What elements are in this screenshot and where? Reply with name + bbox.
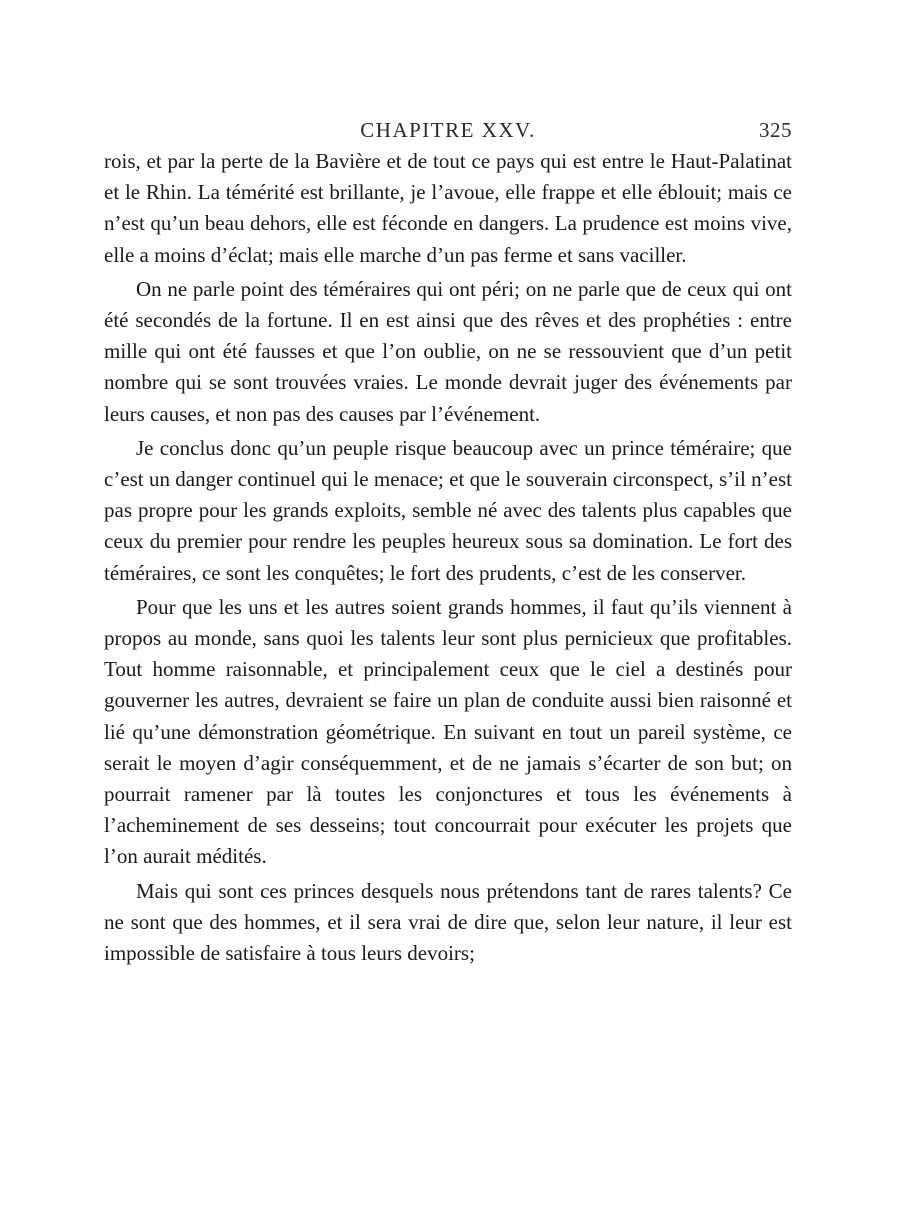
paragraph: On ne parle point des téméraires qui ont péri; on ne parle que de ceux qui ont été secondés de la fortune. Il en est ainsi que des rêves et des prophéties : entre mille qui ont été fausses et que l’on oublie, on ne se ressouvient que d’un petit nombre qui se sont trouvées vraies. Le monde devrait juger des événements par leurs causes, et non pas des causes par l’événement. [104, 276, 792, 426]
chapter-title: CHAPITRE XXV. [360, 118, 536, 142]
body-text [104, 146, 792, 969]
paragraph-continuation: rois, et par la perte de la Bavière et de tout ce pays qui est entre le Haut-Palatinat et le Rhin. La témérité est brillante, je l’avoue, elle frappe et elle éblouit; mais ce n’est qu’un beau dehors, elle est féconde en dangers. La prudence est moins vive, elle a moins d’éclat; mais elle marche d’un pas ferme et sans vaciller. [104, 149, 792, 267]
paragraph: Mais qui sont ces princes desquels nous prétendons tant de rares talents? Ce ne sont que des hommes, et il sera vrai de dire que, selon leur nature, il leur est impossible de satisfaire à tous leurs devoirs; [104, 878, 792, 966]
paragraph: Je conclus donc qu’un peuple risque beaucoup avec un prince téméraire; que c’est un danger continuel qui le menace; et que le souverain circonspect, s’il n’est pas propre pour les grands exploits, semble né avec des talents plus capables que ceux du premier pour rendre les peuples heureux sous sa domination. Le fort des téméraires, ce sont les conquêtes; le fort des prudents, c’est de les conserver. [104, 435, 792, 585]
page-number: 325 [759, 118, 792, 142]
running-head [104, 112, 792, 146]
paragraph: Pour que les uns et les autres soient grands hommes, il faut qu’ils viennent à propos au monde, sans quoi les talents leur sont plus pernicieux que profitables. Tout homme raisonnable, et principalement ceux que le ciel a destinés pour gouverner les autres, devraient se faire un plan de conduite aussi bien raisonné et lié qu’une démonstration géométrique. En suivant en tout un pareil système, ce serait le moyen d’agir conséquemment, et de ne jamais s’écarter de son but; on pourrait ramener par là toutes les conjonctures et tous les événements à l’acheminement de ses desseins; tout concourrait pour exécuter les projets que l’on aurait médités. [104, 594, 792, 869]
page-content [104, 112, 792, 969]
